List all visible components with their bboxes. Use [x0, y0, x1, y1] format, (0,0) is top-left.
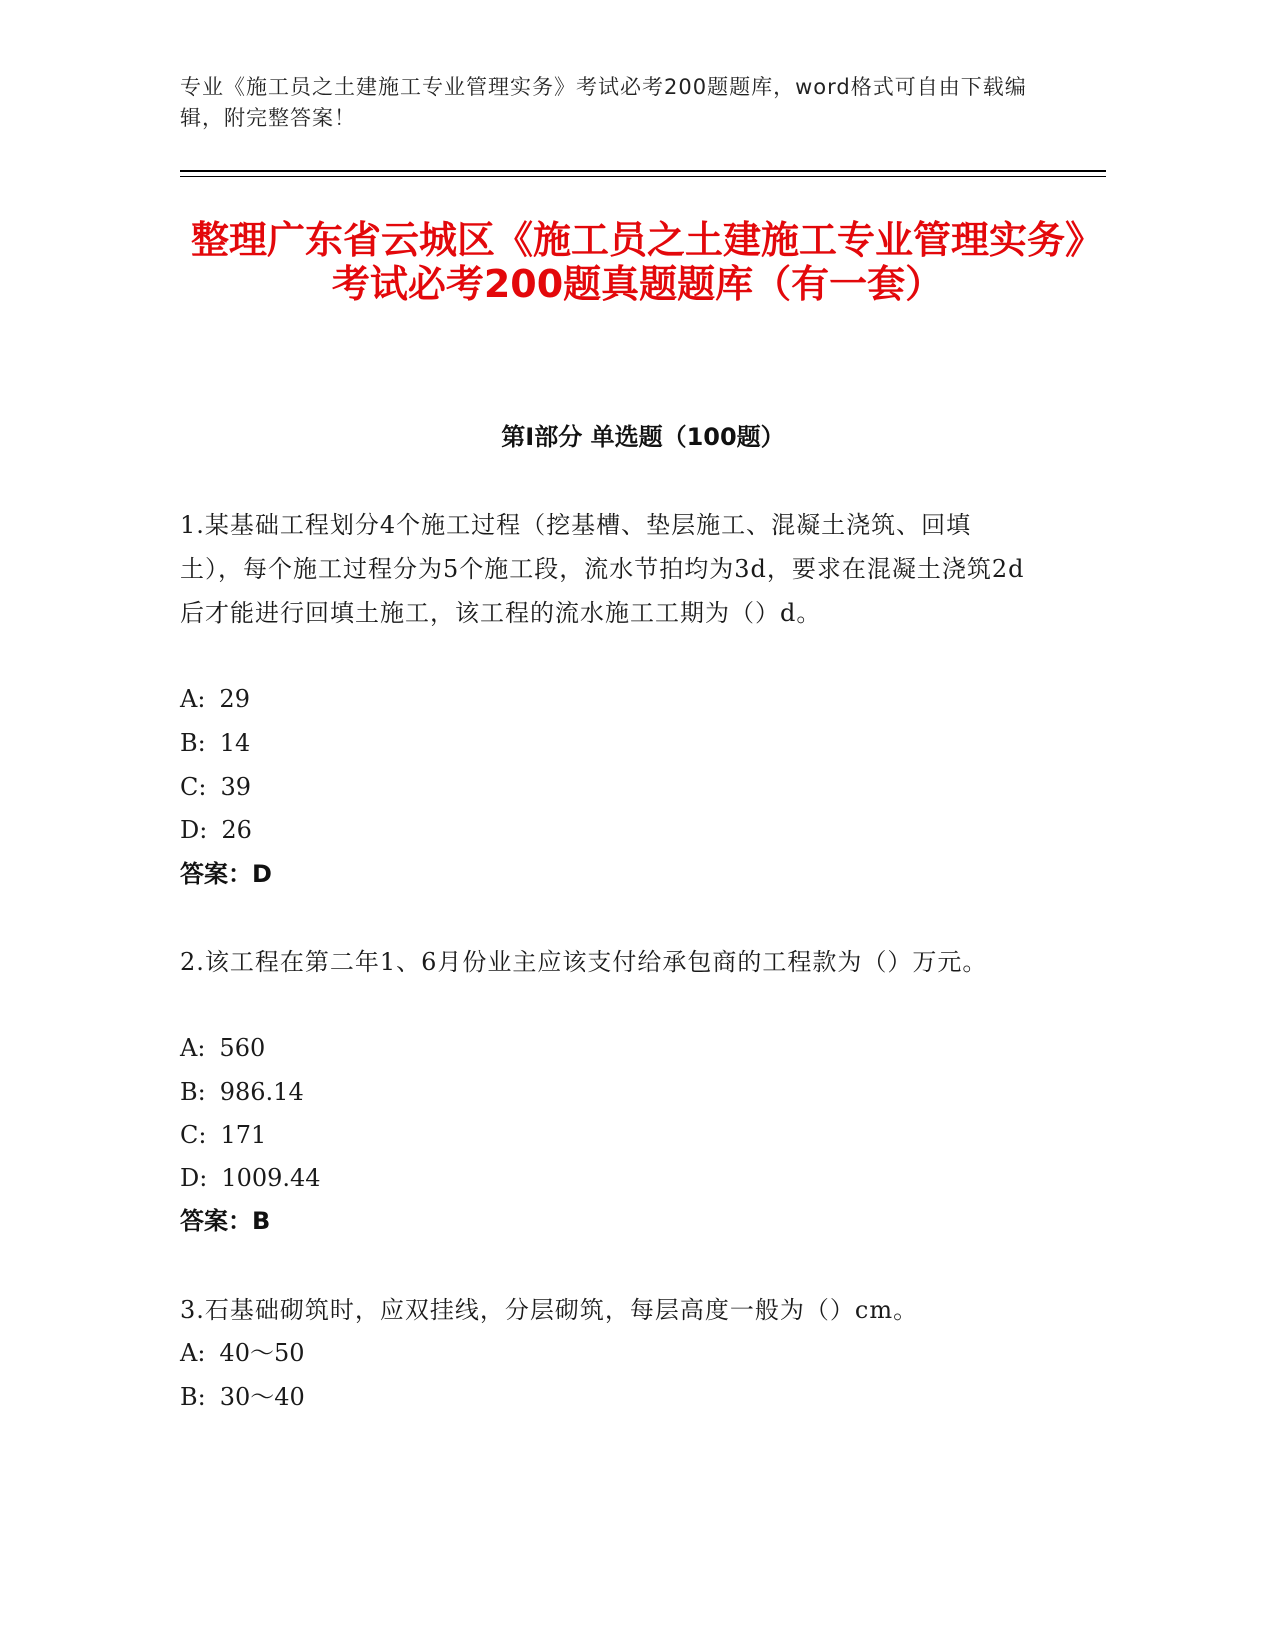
option-label: D:: [180, 1164, 208, 1192]
question-2-text: 2.该工程在第二年1、6月份业主应该支付给承包商的工程款为（）万元。: [180, 948, 988, 976]
question-3-option-b: [180, 1380, 305, 1414]
option-value: 560: [219, 1034, 266, 1062]
option-value: 30～40: [219, 1383, 305, 1411]
question-2-option-a: [180, 1031, 265, 1065]
document-title: 整理广东省云城区《施工员之土建施工专业管理实务》考试必考200题真题题库（有一套）: [190, 218, 1084, 306]
question-3-text: 3.石基础砌筑时，应双挂线，分层砌筑，每层高度一般为（）cm。: [180, 1296, 919, 1324]
question-2-option-c: [180, 1118, 266, 1152]
option-label: C:: [180, 773, 207, 801]
header-rule-thick: [180, 170, 1106, 172]
option-label: B:: [180, 1078, 206, 1106]
option-label: A:: [180, 1339, 206, 1367]
question-3-option-a: [180, 1336, 305, 1370]
option-value: 26: [221, 816, 252, 844]
option-label: C:: [180, 1121, 207, 1149]
question-1-option-b: [180, 726, 250, 760]
option-value: 29: [219, 685, 250, 713]
question-1-option-a: [180, 682, 250, 716]
option-label: B:: [180, 1383, 206, 1411]
option-label: D:: [180, 816, 208, 844]
option-label: A:: [180, 685, 206, 713]
header-note: 专业《施工员之土建施工专业管理实务》考试必考200题题库，word格式可自由下载编辑，附完整答案！: [180, 75, 1027, 130]
option-value: 986.14: [219, 1078, 304, 1106]
option-value: 14: [219, 729, 251, 757]
section-title: 第I部分 单选题（100题）: [501, 423, 785, 451]
question-1-answer: 答案：D: [180, 860, 272, 888]
question-2-option-b: [180, 1075, 304, 1109]
question-1-option-d: [180, 813, 252, 847]
option-value: 1009.44: [221, 1164, 321, 1192]
option-value: 171: [220, 1121, 267, 1149]
question-1-text: 1.某基础工程划分4个施工过程（挖基槽、垫层施工、混凝土浇筑、回填土），每个施工过程分为5个施工段，流水节拍均为3d，要求在混凝土浇筑2d后才能进行回填土施工，该工程的流水施工工期为（）d。: [180, 511, 1025, 627]
option-label: A:: [180, 1034, 206, 1062]
option-label: B:: [180, 729, 206, 757]
question-2-answer: 答案：B: [180, 1207, 271, 1235]
option-value: 40～50: [219, 1339, 305, 1367]
question-2-option-d: [180, 1161, 321, 1195]
option-value: 39: [220, 773, 251, 801]
header-rule-thin: [180, 176, 1106, 177]
question-1-option-c: [180, 770, 251, 804]
